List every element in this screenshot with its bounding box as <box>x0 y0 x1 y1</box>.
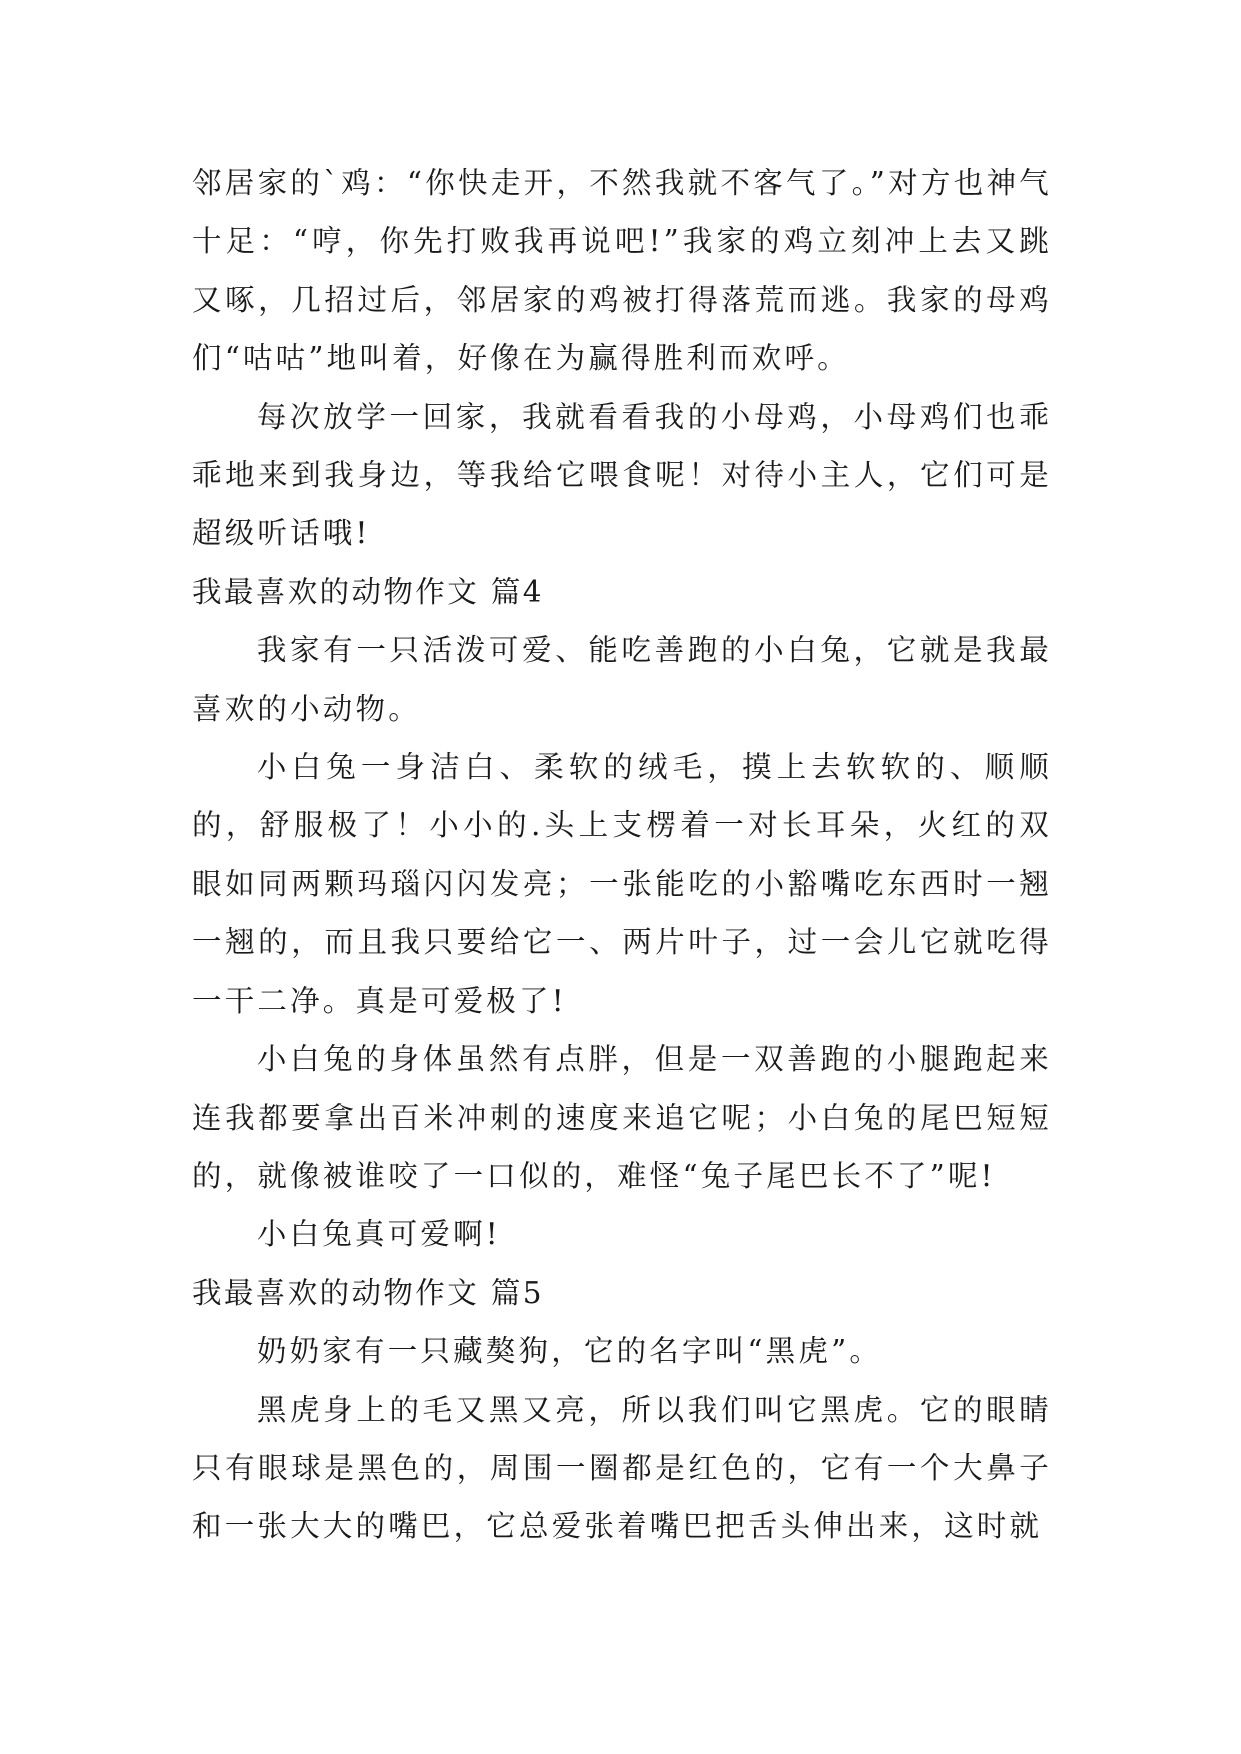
section-heading-4: 我最喜欢的动物作文 篇4 <box>192 574 544 609</box>
paragraph-rabbit-intro: 我家有一只活泼可爱、能吃善跑的小白兔，它就是我最喜欢的小动物。 <box>192 633 1052 726</box>
document-page <box>192 154 1052 1556</box>
paragraph-chicken-fight: 邻居家的`鸡：“你快走开，不然我就不客气了。”对方也神气十足：“哼，你先打败我再说吧!”我家的鸡立刻冲上去又跳又啄，几招过后，邻居家的鸡被打得落荒而逃。我家的母鸡们“咕咕”地叫着，好像在为赢得胜利而欢呼。 <box>192 166 1052 376</box>
paragraph-dog-appearance: 黑虎身上的毛又黑又亮，所以我们叫它黑虎。它的眼睛只有眼球是黑色的，周围一圈都是红色的，它有一个大鼻子和一张大大的嘴巴，它总爱张着嘴巴把舌头伸出来，这时就 <box>192 1392 1052 1544</box>
paragraph-dog-intro: 奶奶家有一只藏獒狗，它的名字叫“黑虎”。 <box>256 1334 883 1369</box>
paragraph-rabbit-appearance: 小白兔一身洁白、柔软的绒毛，摸上去软软的、顺顺的，舒服极了！小小的.头上支楞着一对长耳朵，火红的双眼如同两颗玛瑙闪闪发亮；一张能吃的小豁嘴吃东西时一翘一翘的，而且我只要给它一、两片叶子，过一会儿它就吃得一干二净。真是可爱极了! <box>192 750 1052 1018</box>
paragraph-chicken-obedient: 每次放学一回家，我就看看我的小母鸡，小母鸡们也乖乖地来到我身边，等我给它喂食呢！对待小主人，它们可是超级听话哦! <box>192 399 1052 551</box>
paragraph-rabbit-running: 小白兔的身体虽然有点胖，但是一双善跑的小腿跑起来连我都要拿出百米冲刺的速度来追它呢；小白兔的尾巴短短的，就像被谁咬了一口似的，难怪“兔子尾巴长不了”呢! <box>192 1042 1052 1193</box>
section-heading-5: 我最喜欢的动物作文 篇5 <box>192 1275 544 1310</box>
paragraph-rabbit-closing: 小白兔真可爱啊! <box>256 1217 501 1252</box>
